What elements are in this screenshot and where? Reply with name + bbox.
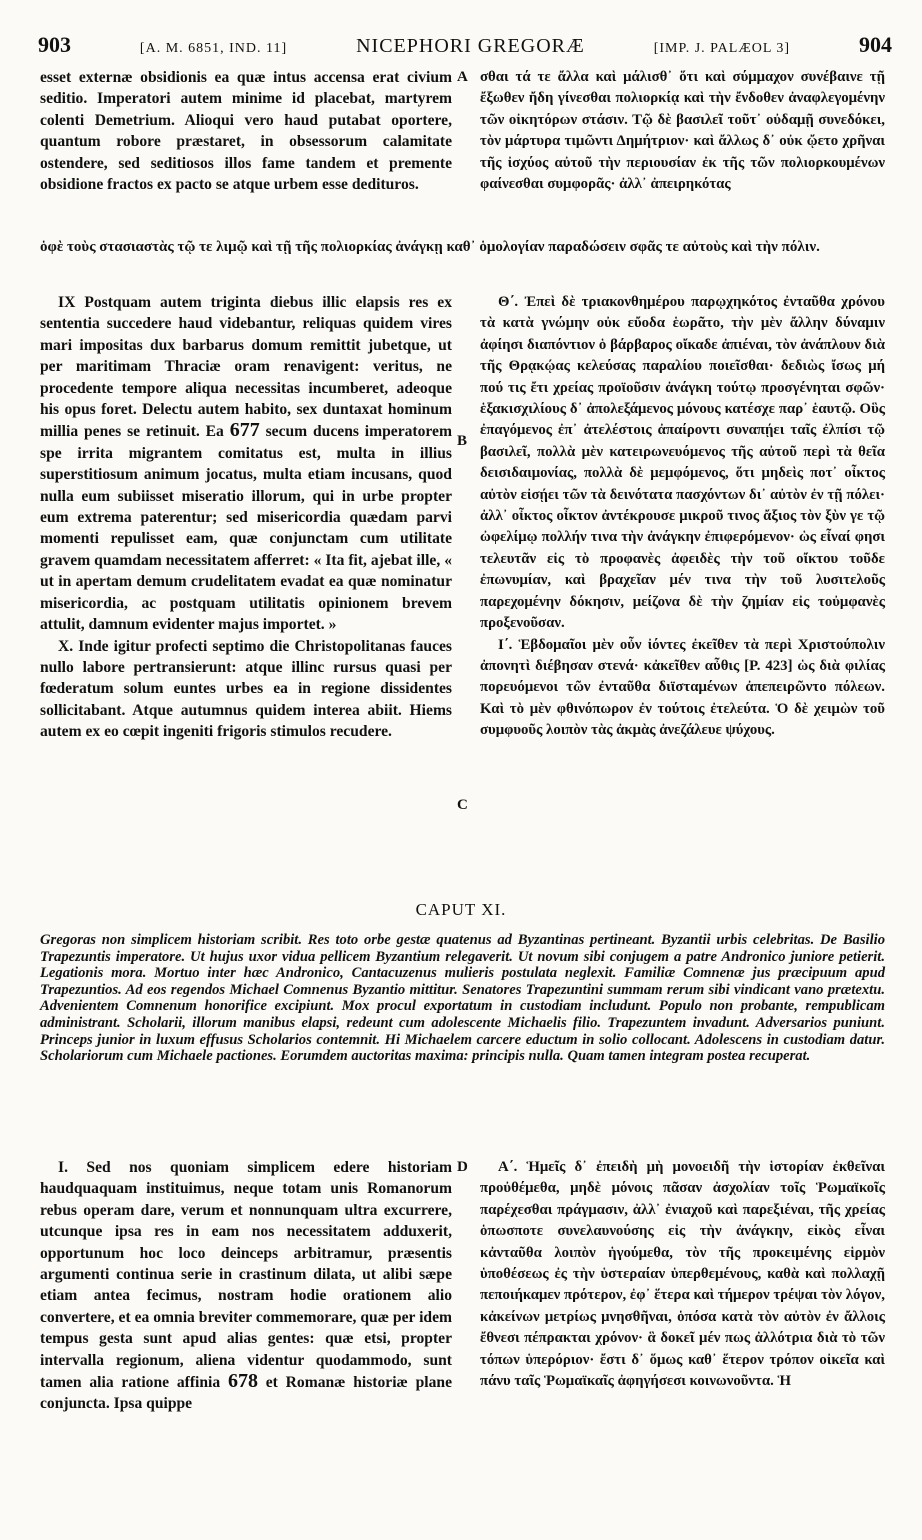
running-header (38, 32, 892, 62)
margin-letter-d: D (457, 1159, 468, 1175)
latin-paragraph-text: secum ducens imperatorem spe irrita migrantem comitatus est, multa in illius superstitiosum animum jocatus, multa etiam incusans, quod nulla eum subiisset miseratio illorum, qui in urbe propter eum extrema paterentur; sed misericordia quædam parvi momenti repulisset eam, quæ conjunctam cum utilitate gravem quamdam necessitatem afferret: « Ita fit, ajebat ille, « ut in apertam demum crudelitatem evadat ea quæ nominatur misericordia, ac postquam utilitatis opinionem brevem attulit, damnum evidenter majus importet. » (40, 423, 452, 634)
greek-paragraph: ὁφὲ τοὺς στασιαστὰς τῷ τε λιμῷ καὶ τῇ τῆς πολιορκίας ἀνάγκῃ καθ᾽ ὁμολογίαν παραδώσειν σφᾶς τε αὐτοὺς καὶ τὴν πόλιν. (40, 239, 820, 255)
margin-letter-c: C (457, 797, 468, 813)
latin-paragraph: esset externæ obsidionis ea quæ intus accensa erat civium seditio. Imperatori autem minime id placebat, martyrem colenti Demetrium. Alioqui vero haud putabat oportere, quantum robore præstaret, in obsessorum calamitate ostendere, sed seditiosos illos fame tandem et premente obsidione fractos ex pacto se atque urbem esse dedituros. (40, 69, 452, 194)
latin-column-lower (40, 1157, 452, 1415)
left-date-meta: [A. M. 6851, IND. 11] (139, 41, 288, 56)
latin-paragraph (40, 1157, 452, 1415)
latin-column-upper (40, 67, 452, 195)
latin-paragraph (40, 292, 452, 636)
right-page-number: 904 (859, 32, 892, 57)
page-mark-678: 678 (227, 1370, 258, 1393)
greek-column-lower (480, 1157, 885, 1392)
latin-paragraph-text: IX Postquam autem triginta diebus illic elapsis res ex sententia succedere haud videbantur, reliquas quidem vires mari impositas dux barbarus domum remittit jubetque, ut per maritimam Thraciæ oram renavigent: veritus, ne procedente tempore aliqua necessitas incumberet, adeoque his opus foret. Delectu autem habito, sex duntaxat hominum millia penes se retinuit. Ea (40, 294, 452, 441)
chapter-summary: Gregoras non simplicem historiam scribit. Res toto orbe gestæ quatenus ad Byzantinas pertineant. Byzantii urbis celebritas. De Basilio Trapezuntis imperatore. Ut hujus uxor vidua pellicem Byzantium relegaverit. Ut novum sibi conjugem a patre Andronico juniore petierit. Legationis mora. Mortuo inter hæc Andronico, Cantacuzenus mulieris postulata neglexit. Familiæ Comnenæ jus præcipuum apud Trapezuntios. Ad eos regendos Michael Comnenus Byzantio mittitur. Senatores Trapezuntini summam rerum sibi vindicant vano prætextu. Advenientem Comnenum honorifice excipiunt. Mox procul exportatum in custodiam includunt. Populo non probante, rempublicam administrant. Scholarii, illorum manibus elapsi, redeunt cum adolescente Michaelis filio. Trapezuntem invadunt. Adversarios puniunt. Princeps junior in luxum effusus Scholarios contemnit. Hi Michaelem carcere eductum in solio collocant. Adolescens in custodiam datur. Scholariorum cum Michaele pactiones. Eorumdem auctoritas maxima: principis nulla. Quam tamen integram postea recuperat. (40, 932, 885, 1065)
latin-paragraph: X. Inde igitur profecti septimo die Christopolitanas fauces nullo labore pertransierunt: atque illinc rursus quasi per fœderatum solum euntes urbes ea in regione dissidentes sollicitabant. Atque autumnus quidem interea abiit. Hiems autem ex eo cœpit ingeniti frigoris stimulos recudere. (40, 637, 452, 741)
greek-column-middle (480, 292, 885, 742)
running-title: NICEPHORI GREGORÆ (356, 35, 585, 57)
page-mark-677: 677 (229, 419, 260, 442)
greek-paragraph: Α΄. Ἡμεῖς δ᾽ ἐπειδὴ μὴ μονοειδῆ τὴν ἱστορίαν ἐκθεῖναι προὐθέμεθα, μηδὲ μόνοις πᾶσαν ἀσχολίαν τοῖς Ῥωμαϊκοῖς παρέχεσθαι πράγμασιν, ἀλλ᾽ ἐνιαχοῦ καὶ παρεξιέναι, τῆς χρείας ὁπωσποτε συνελαυνούσης εἰς τὴν ἀνάγκην, εἰκὸς εἶναι κἀνταῦθα λοιπὸν ἡγούμεθα, τὸν τῆς προκειμένης εἱρμὸν ὑποθέσεως ἐς τὴν ὑστεραίαν ὑπερθεμένους, καθὰ καὶ πολλαχῇ πεποιήκαμεν πρότερον, ἐφ᾽ ἕτερα καὶ τήμερον τρέψαι τὸν λόγον, κἀκείνων μετρίως μνησθῆναι, ὁπόσα κατὰ τὸν αὐτὸν ἐν ἄλλοις ἔθνεσι πέπρακται χρόνον· ἃ δοκεῖ μέν πως ἀλλότρια διὰ τὸ τῶν τόπων ὑπερόριον· ἔστι δ᾽ ὅμως καθ᾽ ἕτερον τρόπον οἰκεῖα καὶ πάνυ ταῖς Ῥωμαϊκαῖς ἀφηγήσεσι κοινωνοῦντα. Ἡ (480, 1159, 885, 1390)
latin-paragraph-text: et Romanæ historiæ plane conjuncta. Ipsa quippe (40, 1374, 452, 1413)
margin-letter-b: B (457, 433, 468, 449)
latin-column-middle (40, 292, 452, 743)
left-page-number: 903 (38, 32, 71, 57)
greek-fullwidth-line (40, 237, 885, 258)
margin-letter-a: A (457, 69, 468, 85)
greek-paragraph: Ι΄. Ἑβδομαῖοι μὲν οὖν ἰόντες ἐκεῖθεν τὰ περὶ Χριστούπολιν ἀπονητὶ διέβησαν στενά· κἀκεῖθεν αὖθις [P. 423] ὡς διὰ φιλίας πορευόμενοι τῶν ἐνταῦθα διϊσταμένων ἀπεπειρῶντο πόλεων. Καὶ τὸ μὲν φθινόπωρον ἐν τούτοις ἐτελεύτα. Ὁ δὲ χειμὼν τοῦ συμφυοῦς λοιπὸν τὰς ἀκμὰς ἀνεζάλευε ψύχους. (480, 636, 885, 739)
greek-paragraph: σθαι τά τε ἄλλα καὶ μάλισθ᾽ ὅτι καὶ σύμμαχον συνέβαινε τῇ ἔξωθεν ἤδη γίνεσθαι πολιορκίᾳ καὶ τὴν ἔνδοθεν ἀναφλεγομένην τῶν οἰκητόρων στάσιν. Τῷ δὲ βασιλεῖ τοῦτ᾽ οὐδαμῇ συνεδόκει, τὸν μάρτυρα τιμῶντι Δημήτριον· καὶ ἄλλως δ᾽ οὐκ ᾤετο χρῆναι τῆς ἰσχύος αὐτοῦ τὴν περιουσίαν ἐκ τῆς τῶν πολιορκουμένων φαίνεσθαι συμφορᾶς· ἀλλ᾽ ἀπειρηκότας (480, 69, 885, 193)
right-date-meta: [IMP. J. PALÆOL 3] (653, 41, 791, 56)
greek-paragraph: Θ΄. Ἐπεὶ δὲ τριακονθημέρου παρῳχηκότος ἐνταῦθα χρόνου τὰ κατὰ γνώμην οὐκ εὔοδα ἑωρᾶτο, τὴν μὲν ἄλλην δύναμιν ἀφίησι διαπόντιον ὁ βάρβαρος οἴκαδε ἀπιέναι, τὸν ἀνάπλουν διὰ τῆς Θρᾳκῴας κελεύσας παραλίου ποιεῖσθαι· δεδιὼς ἴσως μή πού τις ἔτι χρείας προϊοῦσιν ἀνάγκη τούτῳ προσγένηται σφῶν· ἑξακισχιλίους δ᾽ ἀπολεξάμενος μόνους κατέσχε παρ᾽ ἑαυτῷ. Οὓς ἐπαγόμενος ἐπ᾽ ἀτελέστοις ἀπαίροντι συναπῄει ταῖς ἐλπίσι τῷ βασιλεῖ, πολλὰ μὲν κατειρωνευόμενος τῆς αὐτοῦ περὶ τὰ θεῖα δεισιδαιμονίας, πολλὰ δὲ μεμφόμενος, ὅτι μηδεὶς ποτ᾽ οἶκτος αὐτὸν εἰσῄει τῶν τὰ δεινότατα πασχόντων δι᾽ αὐτὸν ἐν τῇ πόλει· ἀλλ᾽ οἶκτος οἶκτον ἀντέκρουσε μικροῦ τινος ἄξιος τὸν ξὺν γε τῷ ὠφελίμῳ πολλήν τινα τὴν ἀνάγκην ἐπιφερόμενον· ὡς εἶναί φησι τελευτᾶν εἰς τὸ προφανὲς ἀφειδὲς τὴν τοῦ οἴκτου τοῦδε ἐπωνυμίαν, καὶ βραχεῖαν μέν τινα τὴν τοῦ λυσιτελοῦς παρεχομένην δόκησιν, μείζονα δὲ τὴν ζημίαν εἰς τοὐμφανὲς προξενοῦσαν. (480, 294, 885, 632)
greek-column-upper (480, 67, 885, 195)
chapter-heading: CAPUT XI. (415, 900, 507, 919)
latin-paragraph-text: I. Sed nos quoniam simplicem edere historiam haudquaquam instituimus, neque totam unis Romanorum rebus operam dare, verum et nonnunquam ultra excurrere, utcunque ipsa res in eam nos necessitatem adduxerit, opportunum hoc loco deinceps arbitramur, præsentis argumenti continua serie in crastinum dilata, ut alibi sæpe etiam antea fecimus, nostram hodie orationem alio convertere, et ea omnia breviter commemorare, quæ per idem tempus gesta sunt apud alias gentes: quæ etsi, propter intervalla regionum, aliena videntur quodammodo, sunt tamen alia ratione affinia (40, 1159, 452, 1392)
